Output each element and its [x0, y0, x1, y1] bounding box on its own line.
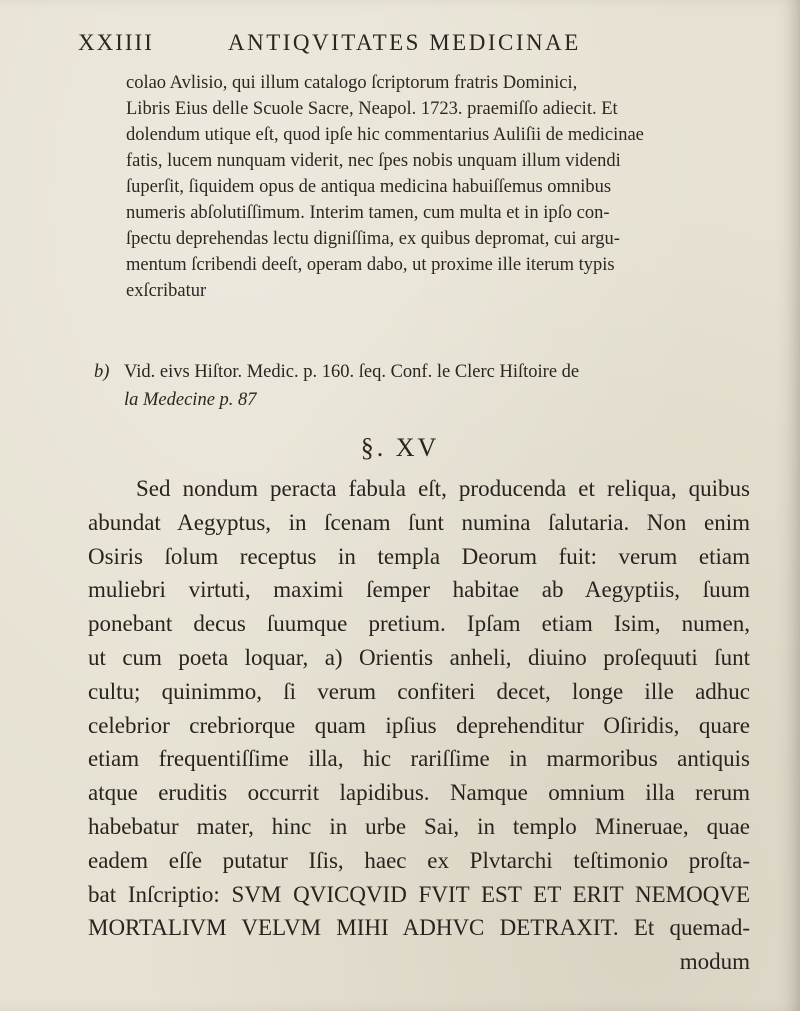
body-line: ponebant decus ſuumque pretium. Ipſam etiam Isim, numen,	[88, 611, 750, 637]
running-head	[78, 30, 730, 60]
body-line: atque eruditis occurrit lapidibus. Namque omnium illa rerum	[88, 780, 750, 806]
running-title: ANTIQVITATES MEDICINAE	[228, 30, 581, 55]
body-line: ut cum poeta loquar, a) Orientis anheli, diuino proſequuti ſunt	[88, 644, 750, 670]
footnote-a-line: exſcribatur	[126, 281, 207, 301]
body-line: abundat Aegyptus, in ſcenam ſunt numina ſalutaria. Non enim	[88, 509, 750, 535]
body-line: modum	[679, 949, 750, 975]
section-heading: §. XV	[360, 433, 440, 462]
body-line: Osiris ſolum receptus in templa Deorum fuit: verum etiam	[88, 543, 750, 569]
footnote-a-line: Libris Eius delle Scuole Sacre, Neapol. 1723. praemiſſo adiecit. Et	[126, 99, 618, 119]
body-line: Sed nondum peracta fabula eſt, producenda et reliqua, quibus	[136, 476, 750, 501]
body-line: celebrior crebriorque quam ipſius deprehenditur Oſiridis, quare	[88, 712, 750, 738]
body-line: MORTALIVM VELVM MIHI ADHVC DETRAXIT. Et quemad-	[88, 915, 750, 941]
footnote-a-line: mentum ſcribendi deeſt, operam dabo, ut proxime ille iterum typis	[126, 255, 615, 275]
footnote-a-line: numeris abſolutiſſimum. Interim tamen, cum multa et in ipſo con-	[126, 203, 610, 223]
body-line: muliebri virtuti, maximi ſemper habitae ab Aegyptiis, ſuum	[88, 577, 750, 603]
body-paragraph	[88, 472, 750, 979]
body-line: etiam frequentiſſime illa, hic rariſſime in marmoribus antiquis	[88, 746, 750, 772]
page-number: XXIIII	[78, 30, 154, 55]
footnote-a-line: ſpectu deprehendas lectu digniſſima, ex quibus depromat, cui argu-	[126, 229, 620, 249]
footnote-b-line: la Medecine p. 87	[124, 390, 257, 410]
footnote-a	[126, 70, 752, 304]
footnote-b-line: Vid. eivs Hiſtor. Medic. p. 160. ſeq. Conf. le Clerc Hiſtoire de	[124, 362, 580, 382]
body-line: cultu; quinimmo, ſi verum confiteri decet, longe ille adhuc	[88, 678, 750, 704]
footnote-a-line: dolendum utique eſt, quod ipſe hic commentarius Auliſii de medicinae	[126, 125, 644, 145]
footnote-a-line: colao Avlisio, qui illum catalogo ſcriptorum fratris Dominici,	[126, 73, 578, 93]
footnote-b-marker: b)	[94, 362, 110, 382]
body-line: eadem eſſe putatur Iſis, haec ex Plvtarchi teſtimonio proſta-	[88, 847, 750, 873]
footnote-a-line: fatis, lucem nunquam viderit, nec ſpes nobis unquam illum videndi	[126, 151, 621, 171]
footnote-a-line: ſuperſit, ſiquidem opus de antiqua medicina habuiſſemus omnibus	[126, 177, 612, 197]
body-line: habebatur mater, hinc in urbe Sai, in templo Mineruae, quae	[88, 813, 750, 839]
footnote-b	[94, 358, 754, 414]
body-line: bat Inſcriptio: SVM QVICQVID FVIT EST ET ERIT NEMOQVE	[88, 881, 750, 907]
